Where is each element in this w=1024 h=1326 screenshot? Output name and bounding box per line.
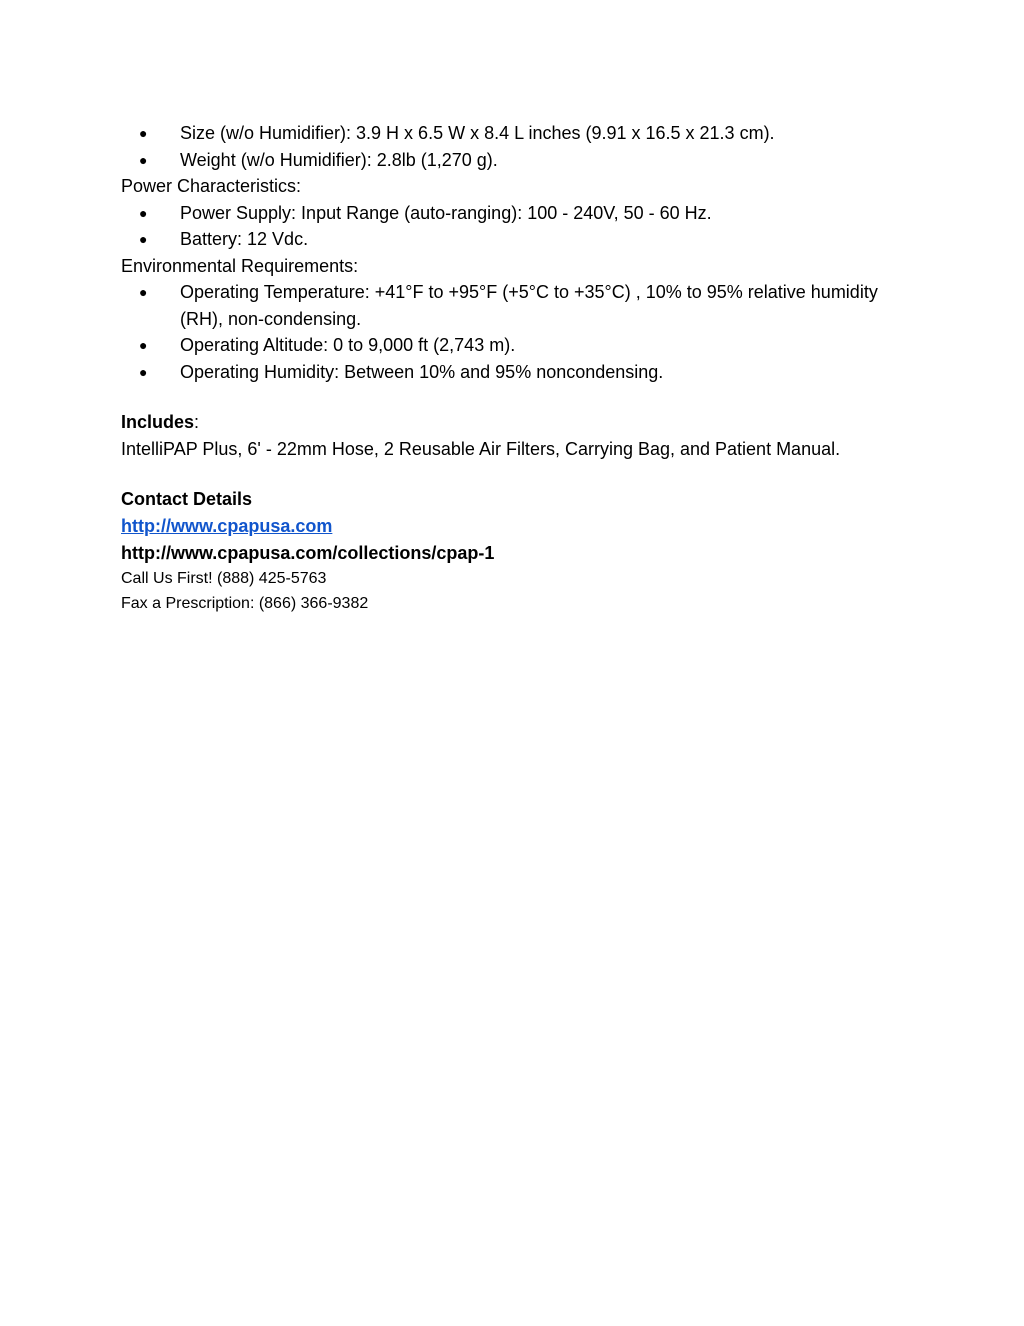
- bullet-icon: ●: [139, 125, 148, 141]
- specs-list: [121, 120, 901, 173]
- list-item: [121, 120, 901, 147]
- list-item: [121, 147, 901, 174]
- fax-line: Fax a Prescription: (866) 366-9382: [121, 595, 369, 612]
- spacer: [121, 462, 901, 486]
- list-item: [121, 359, 901, 386]
- bullet-icon: ●: [139, 363, 148, 380]
- power-list: [121, 200, 901, 253]
- bullet-icon: ●: [139, 231, 148, 247]
- environment-list: [121, 279, 901, 385]
- environment-heading: Environmental Requirements:: [121, 255, 359, 276]
- bullet-icon: ●: [139, 337, 148, 353]
- env-humidity: Operating Humidity: Between 10% and 95% noncondensing.: [180, 361, 664, 382]
- includes-heading-line: [121, 409, 901, 436]
- collections-url: http://www.cpapusa.com/collections/cpap-1: [121, 542, 495, 563]
- spec-weight: Weight (w/o Humidifier): 2.8lb (1,270 g).: [180, 149, 498, 170]
- power-battery: Battery: 12 Vdc.: [180, 229, 309, 249]
- list-item: [121, 332, 901, 359]
- list-item: [121, 226, 901, 253]
- list-item: [121, 200, 901, 227]
- bullet-icon: ●: [139, 204, 148, 221]
- includes-text: IntelliPAP Plus, 6' - 22mm Hose, 2 Reusable Air Filters, Carrying Bag, and Patient Manual.: [121, 438, 841, 459]
- contact-heading: Contact Details: [121, 489, 253, 509]
- includes-colon: :: [194, 412, 200, 432]
- bullet-icon: ●: [139, 151, 148, 168]
- spacer: [121, 385, 901, 409]
- list-item: [121, 279, 880, 332]
- bullet-icon: ●: [139, 284, 148, 300]
- power-heading: Power Characteristics:: [121, 176, 302, 196]
- env-temperature: Operating Temperature: +41°F to +95°F (+5°C to +35°C) , 10% to 95% relative humidity (RH), non-condensing.: [180, 282, 878, 329]
- spec-size: Size (w/o Humidifier): 3.9 H x 6.5 W x 8.4 L inches (9.91 x 16.5 x 21.3 cm).: [180, 123, 775, 143]
- phone-line: Call Us First! (888) 425-5763: [121, 570, 327, 587]
- document-page: [121, 120, 901, 616]
- includes-heading: Includes: [121, 412, 195, 432]
- website-link[interactable]: http://www.cpapusa.com: [121, 515, 333, 536]
- env-altitude: Operating Altitude: 0 to 9,000 ft (2,743 m).: [180, 335, 516, 355]
- power-supply: Power Supply: Input Range (auto-ranging): 100 - 240V, 50 - 60 Hz.: [180, 202, 712, 223]
